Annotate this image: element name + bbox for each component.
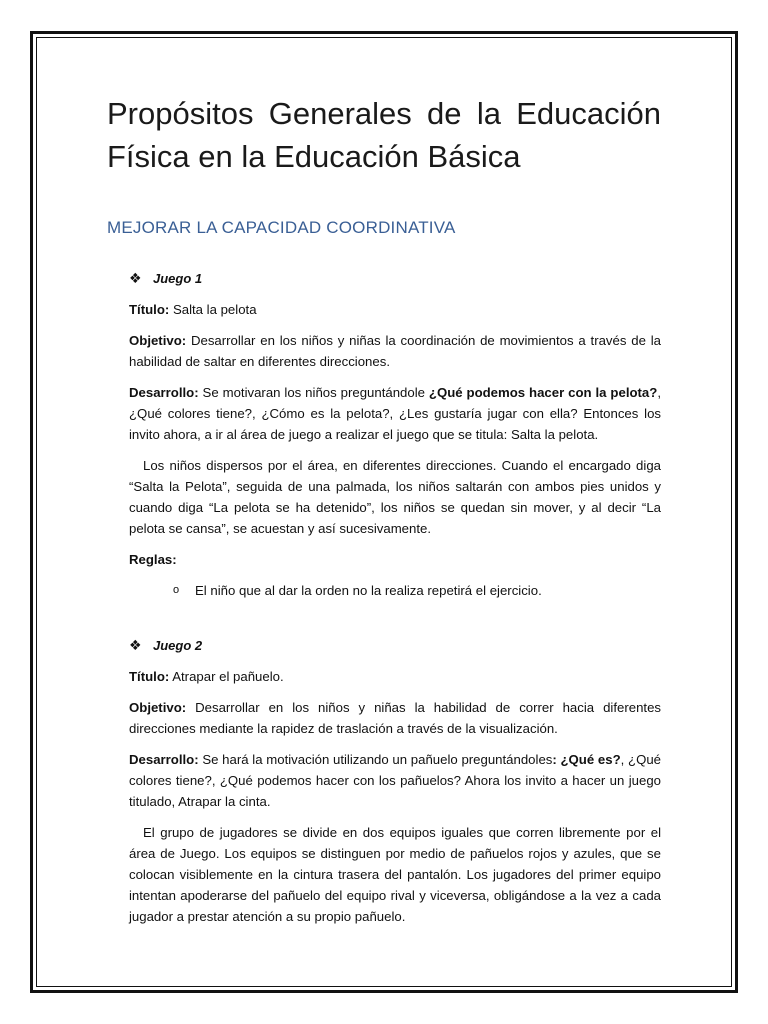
game-development bbox=[129, 749, 661, 812]
development-label: Desarrollo: bbox=[129, 752, 199, 767]
game-heading-text: Juego 2 bbox=[153, 638, 203, 653]
title-value: Atrapar el pañuelo. bbox=[169, 669, 284, 684]
objective-text: Desarrollar en los niños y niñas la coordinación de movimientos a través de la habilidad de saltar en diferentes direcciones. bbox=[129, 333, 661, 369]
game-1 bbox=[129, 268, 661, 601]
objective-text: Desarrollar en los niños y niñas la habilidad de correr hacia diferentes direcciones mediante la rapidez de traslación a través de la visualización. bbox=[129, 700, 661, 736]
title-value: Salta la pelota bbox=[169, 302, 257, 317]
title-label: Título: bbox=[129, 669, 170, 684]
development-question: ¿Qué podemos hacer con la pelota? bbox=[428, 385, 658, 400]
development-text-3: Ahora los invito a hacer un juego titulado, Atrapar la cinta. bbox=[129, 773, 661, 809]
game-development bbox=[129, 382, 661, 445]
rule-text: El niño que al dar la orden no la realiza repetirá el ejercicio. bbox=[195, 583, 542, 598]
section-heading: MEJORAR LA CAPACIDAD COORDINATIVA bbox=[107, 218, 456, 237]
game-2 bbox=[129, 635, 661, 927]
objective-label: Objetivo: bbox=[129, 700, 187, 715]
game-heading bbox=[129, 635, 661, 656]
game-objective bbox=[129, 330, 661, 372]
game-heading bbox=[129, 268, 661, 289]
development-label: Desarrollo: bbox=[129, 385, 199, 400]
document-header bbox=[107, 92, 661, 238]
game-heading-text: Juego 1 bbox=[153, 271, 203, 286]
objective-label: Objetivo: bbox=[129, 333, 187, 348]
game-objective bbox=[129, 697, 661, 739]
document-title: Propósitos Generales de la Educación Física en la Educación Básica bbox=[107, 96, 661, 174]
game-title bbox=[129, 299, 661, 320]
circle-o-icon: o bbox=[173, 584, 180, 596]
development-text-2: , ¿Qué colores tiene?, ¿Qué podemos hacer con los pañuelos? bbox=[129, 752, 661, 788]
rules-label: Reglas: bbox=[129, 552, 177, 567]
game-description: Los niños dispersos por el área, en diferentes direcciones. Cuando el encargado diga “Salta la Pelota”, seguida de una palmada, los niños saltarán con ambos pies unidos y cuando diga “La pelota se ha detenido”, los niños se quedan sin mover, y al decir “La pelota se cansa”, se acuestan y así sucesivamente. bbox=[129, 458, 661, 536]
diamond-star-icon: ❖ bbox=[129, 270, 142, 286]
development-text-1: Se motivaran los niños preguntándole bbox=[198, 385, 429, 400]
development-text-3: Entonces los invito ahora, a ir al área de juego a realizar el juego que se titula: Salta la pelota. bbox=[129, 406, 662, 442]
development-text-1: Se hará la motivación utilizando un pañuelo preguntándoles bbox=[198, 752, 553, 767]
development-question: : ¿Qué es? bbox=[552, 752, 621, 767]
title-label: Título: bbox=[129, 302, 170, 317]
development-text-2: , ¿Qué colores tiene?, ¿Cómo es la pelota?, ¿Les gustaría jugar con ella? bbox=[129, 385, 661, 421]
rule-list-item bbox=[173, 580, 661, 601]
game-title bbox=[129, 666, 661, 687]
diamond-star-icon: ❖ bbox=[129, 637, 142, 653]
game-description: El grupo de jugadores se divide en dos equipos iguales que corren libremente por el área de Juego. Los equipos se distinguen por medio de pañuelos rojos y azules, que se colocan visiblemente en la cintura trasera del pantalón. Los jugadores del primer equipo intentan apoderarse del pañuelo del equipo rival y viceversa, obligándose a la vez a cada jugador a prestar atención a su propio pañuelo. bbox=[129, 825, 661, 924]
rules-heading bbox=[129, 549, 661, 570]
